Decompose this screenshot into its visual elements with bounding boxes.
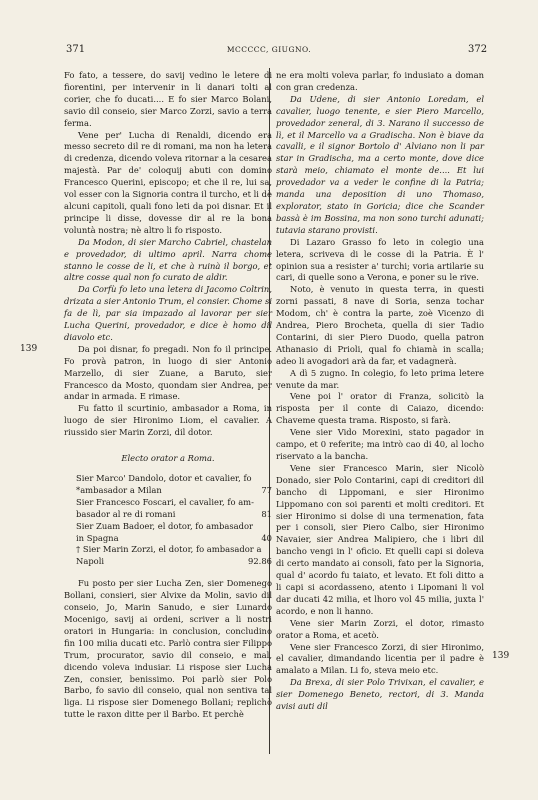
paragraph: Da Modon, di sier Marcho Cabriel, chastelan e provedador, di ultimo april. Narra chome stanno le cosse de li, et che à ruinà il borgo, et altre cosse qual non fo curato de aldir. — [64, 236, 272, 283]
page-number-left: 371 — [66, 44, 86, 55]
list-item — [64, 497, 272, 521]
paragraph: Fu posto per sier Lucha Zen, sier Domenego Bollani, consieri, sier Alvixe da Molin, savio dil conseio, Jo, Marin Sanudo, e sier Lunardo Mocenigo, savij ai ordeni, scriver a li nostri oratori in Hungaria: in conclusion, concludino fin 100 milia ducati etc. Parlò contra sier Filippo Trum, procurator, savio dil conseio, e mal, dicendo voleva indusiar. Li rispose sier Lucha Zen, consier, benissimo. Poi parlò sier Polo Barbo, fo savio dil conseio, qual non sentiva tal liga. Li rispose sier Domenego Bollani; replichò tutte le raxon ditte per il Barbo. Et perchè — [64, 578, 272, 720]
vote-count: 81 — [261, 508, 272, 519]
paragraph: Vene sier Vido Morexini, stato pagador in campo, et 0 referite; ma intrò cao di 40, al locho riservato a la bancha. — [276, 427, 484, 461]
paragraph: ne era molti voleva parlar, fo indusiato a doman con gran credenza. — [276, 70, 484, 92]
paragraph: Da Corfù fo leto una letera di Jacomo Coltrin, drizata a sier Antonio Trum, el consier. Chome si fa de lì, par sia impazado al lavorar per sier Lucha Querini, provedador, e dice è homo dil diavolo etc. — [64, 284, 272, 342]
paragraph: Da poi disnar, fo pregadi. Non fo il principe. Fo provà patron, in luogo di sier Antonio Marzello, di sier Zuane, a Baruto, sier Francesco da Mosto, quondam sier Andrea, per andar in armada. E rimase. — [64, 343, 272, 402]
paragraph: Vene sier Francesco Marin, sier Nicolò Donado, sier Polo Contarini, capi di creditori dil bancho di Lippomani, e sier Hironimo Lippomano con soi parenti et molti creditori. Et sier Hironimo si dolse di una termenation, fata per i consoli, sier Piero Calbo, sier Hironimo Navaier, sier Andrea Malipiero, che i libri dil bancho vengi in l' oficio. Et quelli capi si doleva di certo mandato ai consoli, fato per la Signoria, qual d' acordo fu taiato, et levato. Et foli ditto a li capi si acordasseno, atento i Lipomani li vol dar ducati 42 milia, et lhoro vol 45 milia, juxta l' acordo, e non li hanno. — [276, 462, 484, 616]
margin-number-right: 139 — [492, 651, 510, 661]
right-column — [276, 70, 484, 713]
candidate-name: † Sier Marin Zorzi, el dotor, fo ambasador a — [76, 544, 262, 555]
candidate-name: Sier Francesco Foscari, el cavalier, fo am- — [76, 496, 254, 507]
paragraph: Da Udene, di sier Antonio Loredam, el cavalier, luogo tenente, e sier Piero Marcello, provedador zeneral, di 3. Narano il successo de lì, et il Marcello va a Gradischa. Non è biave da cavalli, e il signor Bortolo d' Alviano non li par star in Gradischa, ma a certo monte, dove dice starà meio, chiamato el monte de.... Et lui provedador va a veder le confine di la Patria; manda una deposition di uno Thomaso, explorator, stato in Goricia; dice che Scander bassà è im Bossina, ma non sono turchi adunati; tutavia starano provisti. — [276, 93, 484, 235]
list-item — [64, 521, 272, 545]
margin-number-left: 139 — [20, 344, 38, 354]
paragraph: Di Lazaro Grasso fo leto in colegio una letera, scriveva di le cosse di la Patria. È l' opinion sua a resister a' turchi; voria artilarie su cari, di quelle sono a Verona, e poner su le rive. — [276, 236, 484, 283]
candidate-post: *ambasador a Milan — [76, 484, 162, 495]
paragraph: Da Brexa, di sier Polo Trivixan, el cavalier, e sier Domenego Beneto, rectori, di 3. Manda avisi auti dil — [276, 677, 484, 712]
vote-count: 40 — [261, 532, 272, 543]
list-item — [64, 473, 272, 497]
vote-count: 77 — [261, 484, 272, 495]
paragraph: Vene poi l' orator di Franza, solicitò la risposta per il conte di Caiazo, dicendo: Chaveme questa trama. Risposto, si farà. — [276, 391, 484, 426]
candidate-post: in Spagna — [76, 532, 119, 543]
paragraph: Noto, è venuto in questa terra, in questi zorni passati, 8 nave di Soria, senza tochar Modom, ch' è contra la parte, zoè Vicenzo di Andrea, Piero Brocheta, quella di sier Tadio Contarini, di sier Piero Duodo, quella patron Athanasio di Prioli, qual fo chiamà in scalla; adeo li avogadori arà da far, et vadagnerà. — [276, 284, 484, 366]
paragraph: Vene sier Francesco Zorzi, di sier Hironimo, el cavalier, dimandando licentia per il padre è amalato a Milan. Li fo, steva meio etc. — [276, 641, 484, 676]
paragraph: A dì 5 zugno. In colegio, fo leto prima letere venute da mar. — [276, 367, 484, 390]
candidate-name: Sier Zuam Badoer, el dotor, fo ambasador — [76, 520, 254, 531]
vote-count: 92.86 — [248, 556, 272, 567]
election-title: Electo orator a Roma. — [121, 453, 215, 464]
paragraph: Vene per' Lucha di Renaldi, dicendo era messo secreto dil re di romani, ma non ha letera di credenza, dicendo voleva ritornar a la cesarea majestà. Par de' coloquij abuti con domino Francesco Querini, episcopo; et che il re, lui sa, vol esser con la Signoria contra il turcho, et li dè alcuni capitoli, quali fono leti da poi disnar. Et il principe li disse, dovesse dir al re la bona voluntà nostra; nè altro li fo risposto. — [64, 129, 272, 235]
candidate-name: Sier Marco' Dandolo, dotor et cavalier, fo — [76, 473, 252, 483]
paragraph: Fo fato, a tessere, do savij vedino le letere di fiorentini, per intervenir in li danari tolti al corier, che fo ducati.... E fo sier Marco Bolani, savio dil conseio, sier Marco Zorzi, savio a terra ferma. — [64, 70, 272, 128]
election-list — [64, 473, 272, 568]
list-item — [64, 544, 272, 568]
page-number-right: 372 — [468, 44, 488, 55]
running-head: MCCCCC, GIUGNO. — [226, 45, 312, 54]
paragraph: Vene sier Marin Zorzi, el dotor, rimasto orator a Roma, et acetò. — [276, 617, 484, 640]
candidate-post: Napoli — [76, 556, 105, 567]
paragraph: Fu fatto il scurtinio, ambasador a Roma, in luogo de sier Hironimo Liom, el cavalier. A riussido sier Marin Zorzi, dil dotor. — [64, 403, 272, 438]
candidate-post: basador al re di romani — [76, 508, 176, 519]
left-column — [64, 70, 272, 721]
